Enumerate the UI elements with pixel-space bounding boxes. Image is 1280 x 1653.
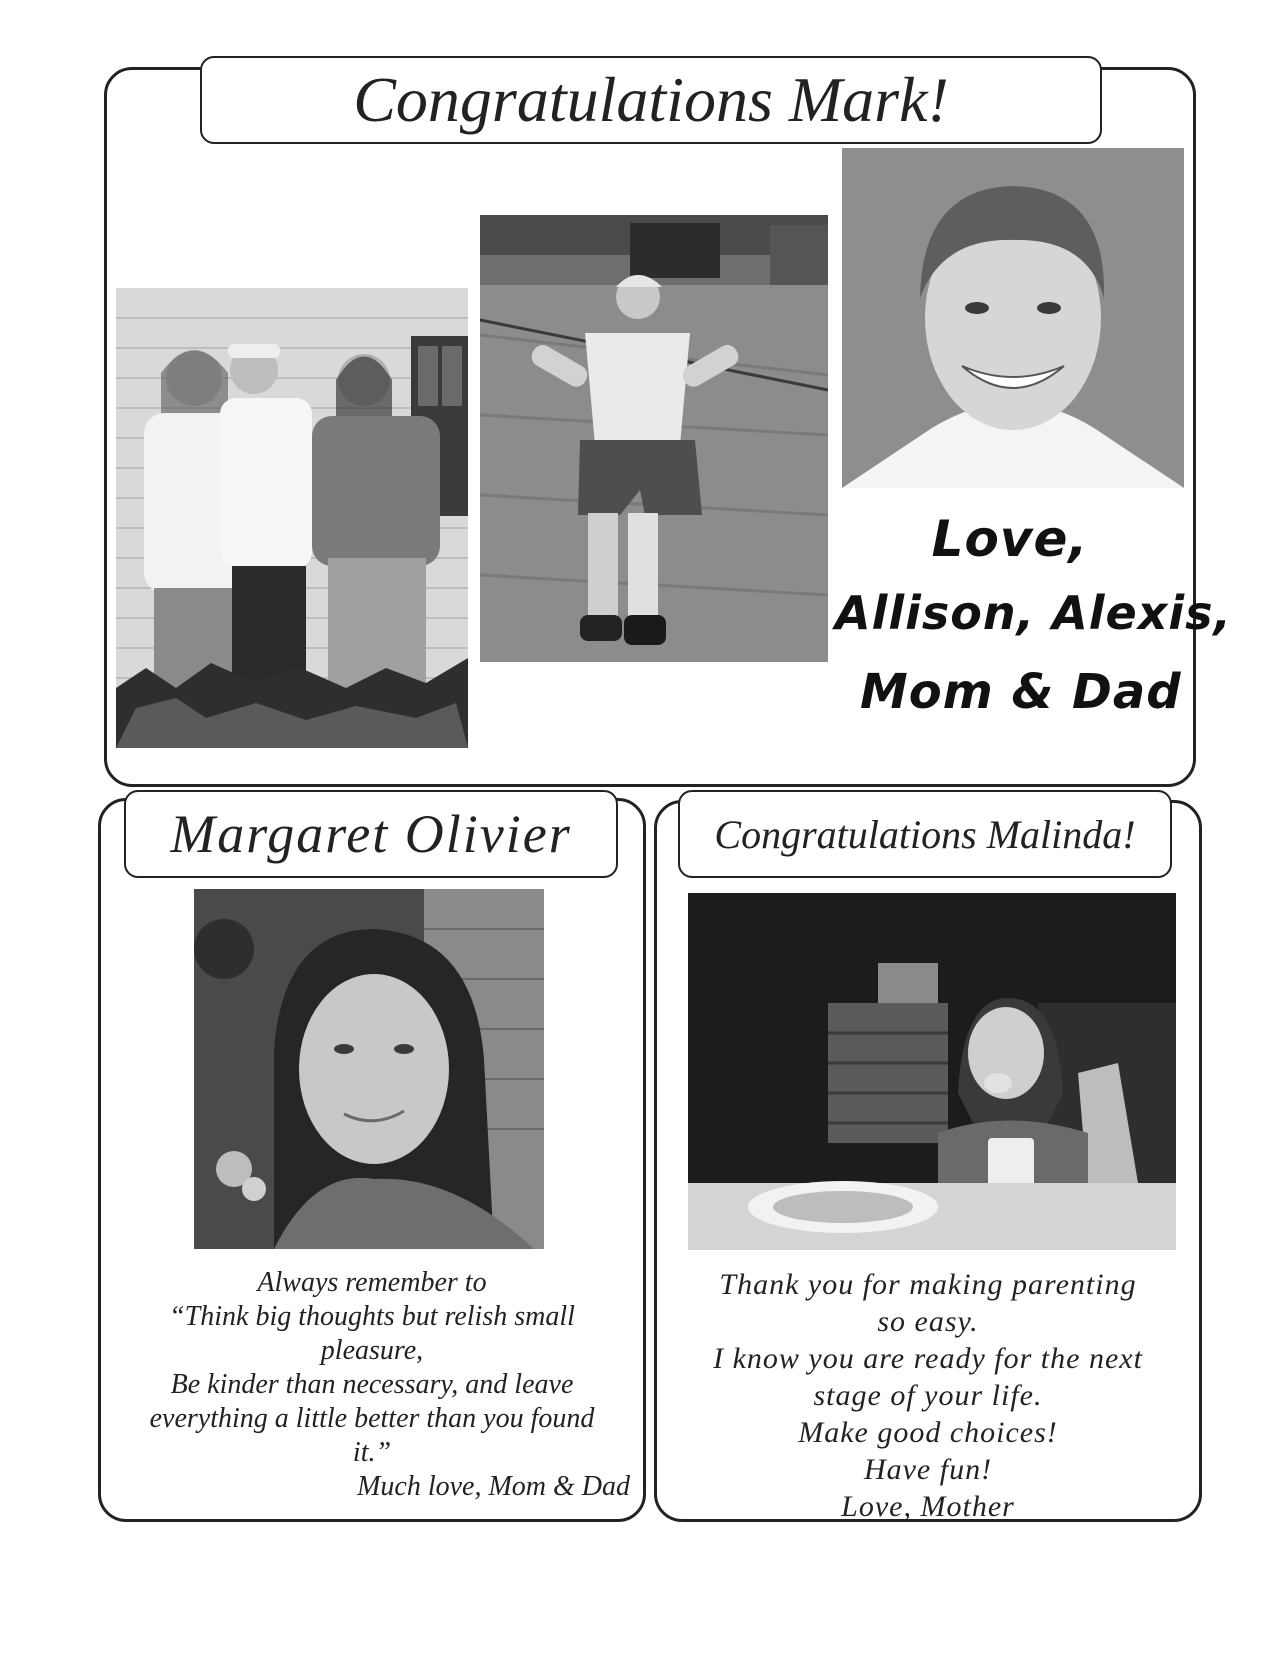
margaret-message-line: Be kinder than necessary, and leave: [170, 1369, 574, 1400]
mark-title: Congratulations Mark!: [200, 56, 1102, 144]
margaret-message: [104, 1266, 640, 1470]
malinda-message-line: stage of your life.: [813, 1379, 1043, 1412]
malinda-photo: [688, 893, 1176, 1250]
malinda-message-line: so easy.: [877, 1305, 979, 1338]
margaret-message-line: it.”: [352, 1437, 392, 1468]
malinda-message-line: Love, Mother: [841, 1490, 1015, 1523]
signature-parents: Mom & Dad: [860, 664, 1182, 720]
malinda-message-line: Thank you for making parenting: [719, 1268, 1137, 1301]
malinda-message-line: Have fun!: [863, 1453, 993, 1486]
margaret-message-line: “Think big thoughts but relish small: [169, 1301, 575, 1332]
malinda-message-line: Make good choices!: [798, 1416, 1058, 1449]
soccer-photo: [480, 215, 828, 662]
margaret-title: Margaret Olivier: [124, 790, 618, 878]
margaret-message-line: everything a little better than you found: [149, 1403, 595, 1434]
signature-names: Allison, Alexis,: [835, 586, 1232, 640]
family-photo: [116, 288, 468, 748]
malinda-message: [660, 1266, 1196, 1525]
malinda-title: Congratulations Malinda!: [678, 790, 1172, 878]
margaret-portrait-photo: [194, 889, 544, 1249]
boy-portrait-photo: [842, 148, 1184, 488]
margaret-signature: Much love, Mom & Dad: [357, 1471, 630, 1502]
margaret-message-line: pleasure,: [320, 1335, 424, 1366]
malinda-message-line: I know you are ready for the next: [713, 1342, 1143, 1375]
margaret-message-line: Always remember to: [257, 1267, 487, 1298]
signature-love: Love,: [931, 510, 1089, 568]
